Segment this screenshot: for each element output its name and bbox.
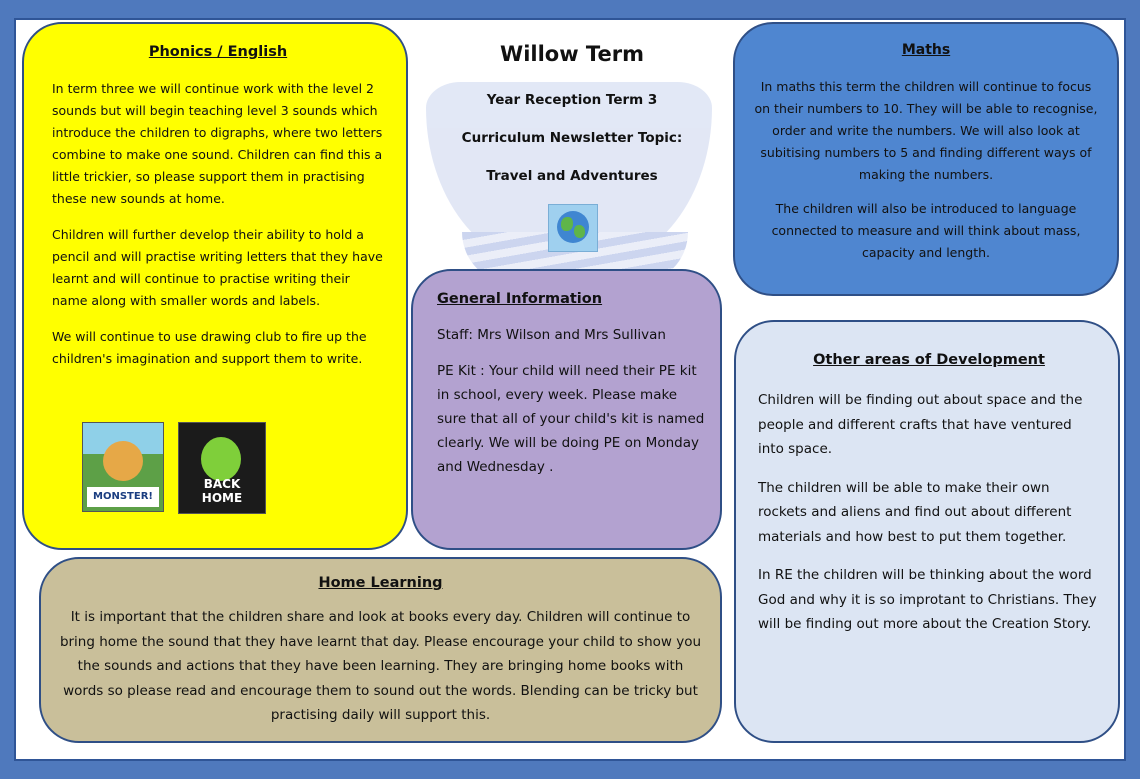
other-development-panel xyxy=(734,320,1120,743)
other-paragraph-3: In RE the children will be thinking about the word God and why it is so improtant to Christians. They will be finding out more about the Creation Story. xyxy=(758,567,1097,632)
staff-info: Staff: Mrs Wilson and Mrs Sullivan xyxy=(437,327,666,343)
pe-kit-info: PE Kit : Your child will need their PE kit in school, every week. Please make sure that all of your child's kit is named clearly. We will be doing PE on Monday and Wednesday . xyxy=(437,363,705,475)
page-title: Willow Term xyxy=(500,42,644,66)
other-paragraph-2: The children will be able to make their own rockets and aliens and find out about different materials and how best to put them together. xyxy=(758,479,1072,545)
maths-heading: Maths xyxy=(901,42,951,58)
book-cover-illustration xyxy=(103,441,143,481)
general-information-heading: General Information xyxy=(437,291,603,307)
title-area xyxy=(420,38,724,268)
maths-panel xyxy=(733,22,1119,296)
newsletter-topic-label: Curriculum Newsletter Topic: xyxy=(461,130,683,146)
maths-paragraph-2: The children will also be introduced to language connected to measure and will think about mass, capacity and length. xyxy=(771,201,1081,260)
book-cover-title: MONSTER! xyxy=(87,487,159,507)
phonics-paragraph-3: We will continue to use drawing club to fire up the children's imagination and support them to write. xyxy=(52,329,367,366)
globe-icon xyxy=(548,204,598,252)
home-learning-heading: Home Learning xyxy=(318,575,443,591)
book-cover-way-back-home xyxy=(178,422,266,514)
phonics-heading: Phonics / English xyxy=(148,44,288,60)
general-information-panel xyxy=(411,269,722,550)
year-term-subtitle: Year Reception Term 3 xyxy=(486,92,658,108)
home-learning-paragraph: It is important that the children share and look at books every day. Children will continue to bring home the sound that they have learnt that day. Please encourage your child to show you the sounds and actions that they have been learning. They are bringing home books with words so please read and encourage them to sound out the words. Blending can be tricky but practising daily will support this. xyxy=(59,609,702,723)
home-learning-panel xyxy=(39,557,722,743)
phonics-paragraph-2: Children will further develop their ability to hold a pencil and will practise writing letters that they have learnt and will continue to practise writing their name along with smaller words and labels. xyxy=(52,227,383,308)
other-paragraph-1: Children will be finding out about space and the people and different crafts that have ventured into space. xyxy=(758,392,1083,457)
other-development-heading: Other areas of Development xyxy=(813,352,1045,368)
phonics-panel xyxy=(22,22,408,550)
book-cover-title: BACK HOME xyxy=(201,477,243,505)
maths-paragraph-1: In maths this term the children will continue to focus on their numbers to 10. They will be able to recognise, order and write the numbers. We will also look at subitising numbers to 5 and finding different ways of making the numbers. xyxy=(754,79,1098,182)
phonics-paragraph-1: In term three we will continue work with the level 2 sounds but will begin teaching level 3 sounds which introduce the children to digraphs, where two letters combine to make one sound. Children can find this a little trickier, so please support them in practising these new sounds at home. xyxy=(52,81,383,206)
topic-name: Travel and Adventures xyxy=(486,168,658,184)
book-cover-monster xyxy=(82,422,164,512)
book-cover-alien xyxy=(201,437,241,481)
